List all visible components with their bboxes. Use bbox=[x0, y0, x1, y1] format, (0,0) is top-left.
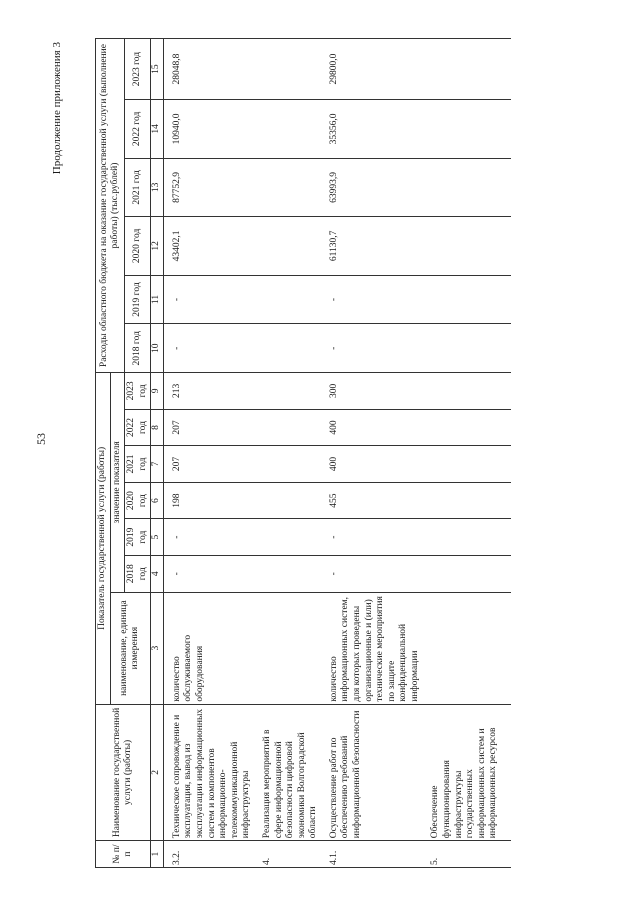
indicator-value bbox=[254, 373, 321, 410]
indicator-value bbox=[254, 555, 321, 592]
expense-value bbox=[422, 324, 511, 373]
index-cell: 5 bbox=[151, 519, 164, 556]
services-table bbox=[95, 38, 511, 868]
index-cell: 6 bbox=[151, 482, 164, 519]
index-cell: 2 bbox=[151, 704, 164, 841]
indicator-value bbox=[254, 409, 321, 446]
table-row bbox=[163, 39, 254, 868]
year-cell: 2022 год bbox=[125, 100, 151, 159]
indicator-value bbox=[254, 519, 321, 556]
expense-value: - bbox=[163, 275, 254, 324]
service-name: Обеспечение функционирования инфраструктуры государственных информационных систем и информационных ресурсов bbox=[422, 704, 511, 841]
header-expenses: Расходы областного бюджета на оказание государственной услуги (выполнение работы) (тыс.рублей) bbox=[96, 39, 125, 373]
year-cell: 2018 год bbox=[125, 555, 151, 592]
expense-value bbox=[254, 324, 321, 373]
rotated-page-content bbox=[51, 38, 640, 868]
expense-value bbox=[254, 39, 321, 100]
table-row bbox=[254, 39, 321, 868]
header-row-1 bbox=[96, 39, 111, 868]
service-name: Реализация мероприятий в сфере информационной безопасности цифровой экономики Волгоградской области bbox=[254, 704, 321, 841]
year-cell: 2022 год bbox=[125, 409, 151, 446]
indicator-value: 455 bbox=[321, 482, 423, 519]
expense-value bbox=[254, 158, 321, 217]
indicator-value bbox=[422, 519, 511, 556]
indicator-value: - bbox=[321, 555, 423, 592]
indicator-value bbox=[422, 482, 511, 519]
appendix-note: Продолжение приложения 3 bbox=[51, 42, 63, 175]
index-cell: 8 bbox=[151, 409, 164, 446]
row-number: 3.2. bbox=[163, 841, 254, 868]
year-cell: 2021 год bbox=[125, 446, 151, 483]
expense-value bbox=[254, 100, 321, 159]
expense-value bbox=[422, 100, 511, 159]
expense-value: 87752,9 bbox=[163, 158, 254, 217]
indicator-value: 300 bbox=[321, 373, 423, 410]
service-name: Техническое сопровождение и эксплуатация, вывод из эксплуатации информационных систем и компонентов информационно-телекоммуникационной инфраструктуры bbox=[163, 704, 254, 841]
expense-value: - bbox=[321, 275, 423, 324]
service-name: Осуществление работ по обеспечению требований информационной безопасности bbox=[321, 704, 423, 841]
row-number: 4.1. bbox=[321, 841, 423, 868]
year-cell: 2020 год bbox=[125, 482, 151, 519]
expense-value: 28048,8 bbox=[163, 39, 254, 100]
index-cell: 14 bbox=[151, 100, 164, 159]
indicator-value: 400 bbox=[321, 446, 423, 483]
index-cell: 11 bbox=[151, 275, 164, 324]
row-number: 5. bbox=[422, 841, 511, 868]
expense-value: 35356,0 bbox=[321, 100, 423, 159]
year-cell: 2020 год bbox=[125, 217, 151, 276]
expense-value: 43402,1 bbox=[163, 217, 254, 276]
expense-value bbox=[422, 39, 511, 100]
indicator-value bbox=[422, 555, 511, 592]
indicator-unit: количество информационных систем, для которых проведены организационные и (или) технические мероприятия по защите конфиденциальной информации bbox=[321, 592, 423, 704]
indicator-value: 207 bbox=[163, 446, 254, 483]
year-cell: 2023 год bbox=[125, 39, 151, 100]
expense-value bbox=[422, 158, 511, 217]
expense-value: 10940,0 bbox=[163, 100, 254, 159]
indicator-value: 207 bbox=[163, 409, 254, 446]
indicator-value bbox=[254, 482, 321, 519]
expense-value: 63993,9 bbox=[321, 158, 423, 217]
expense-value: - bbox=[163, 324, 254, 373]
indicator-unit bbox=[422, 592, 511, 704]
indicator-unit bbox=[254, 592, 321, 704]
index-cell: 3 bbox=[151, 592, 164, 704]
indicator-value bbox=[422, 409, 511, 446]
indicator-value: 400 bbox=[321, 409, 423, 446]
year-cell: 2021 год bbox=[125, 158, 151, 217]
expense-value bbox=[254, 217, 321, 276]
expense-value: 61130,7 bbox=[321, 217, 423, 276]
row-number: 4. bbox=[254, 841, 321, 868]
index-cell: 15 bbox=[151, 39, 164, 100]
expense-value bbox=[422, 217, 511, 276]
expense-value bbox=[254, 275, 321, 324]
expense-value: 29800,0 bbox=[321, 39, 423, 100]
header-np: № п/п bbox=[96, 841, 151, 868]
year-cell: 2019 год bbox=[125, 519, 151, 556]
header-indicator-values: значение показателя bbox=[110, 373, 125, 592]
indicator-value: 213 bbox=[163, 373, 254, 410]
indicator-value: 198 bbox=[163, 482, 254, 519]
index-cell: 4 bbox=[151, 555, 164, 592]
indicator-unit: количество обслуживаемого оборудования bbox=[163, 592, 254, 704]
header-service-name: Наименование государственной услуги (работы) bbox=[96, 704, 151, 841]
expense-value bbox=[422, 275, 511, 324]
header-indicator: Показатель государственной услуги (работы) bbox=[96, 373, 111, 705]
indicator-value bbox=[422, 373, 511, 410]
table-row bbox=[321, 39, 423, 868]
indicator-value: - bbox=[163, 555, 254, 592]
index-cell: 9 bbox=[151, 373, 164, 410]
index-cell: 7 bbox=[151, 446, 164, 483]
index-cell: 10 bbox=[151, 324, 164, 373]
indicator-value bbox=[254, 446, 321, 483]
index-cell: 12 bbox=[151, 217, 164, 276]
year-cell: 2023 год bbox=[125, 373, 151, 410]
indicator-value: - bbox=[163, 519, 254, 556]
index-cell: 1 bbox=[151, 841, 164, 868]
year-cell: 2018 год bbox=[125, 324, 151, 373]
column-index-row bbox=[151, 39, 164, 868]
year-cell: 2019 год bbox=[125, 275, 151, 324]
page-number: 53 bbox=[34, 433, 48, 445]
index-cell: 13 bbox=[151, 158, 164, 217]
indicator-value: - bbox=[321, 519, 423, 556]
table-row bbox=[422, 39, 511, 868]
header-unit: наименование, единица измерения bbox=[110, 592, 151, 704]
expense-value: - bbox=[321, 324, 423, 373]
indicator-value bbox=[422, 446, 511, 483]
